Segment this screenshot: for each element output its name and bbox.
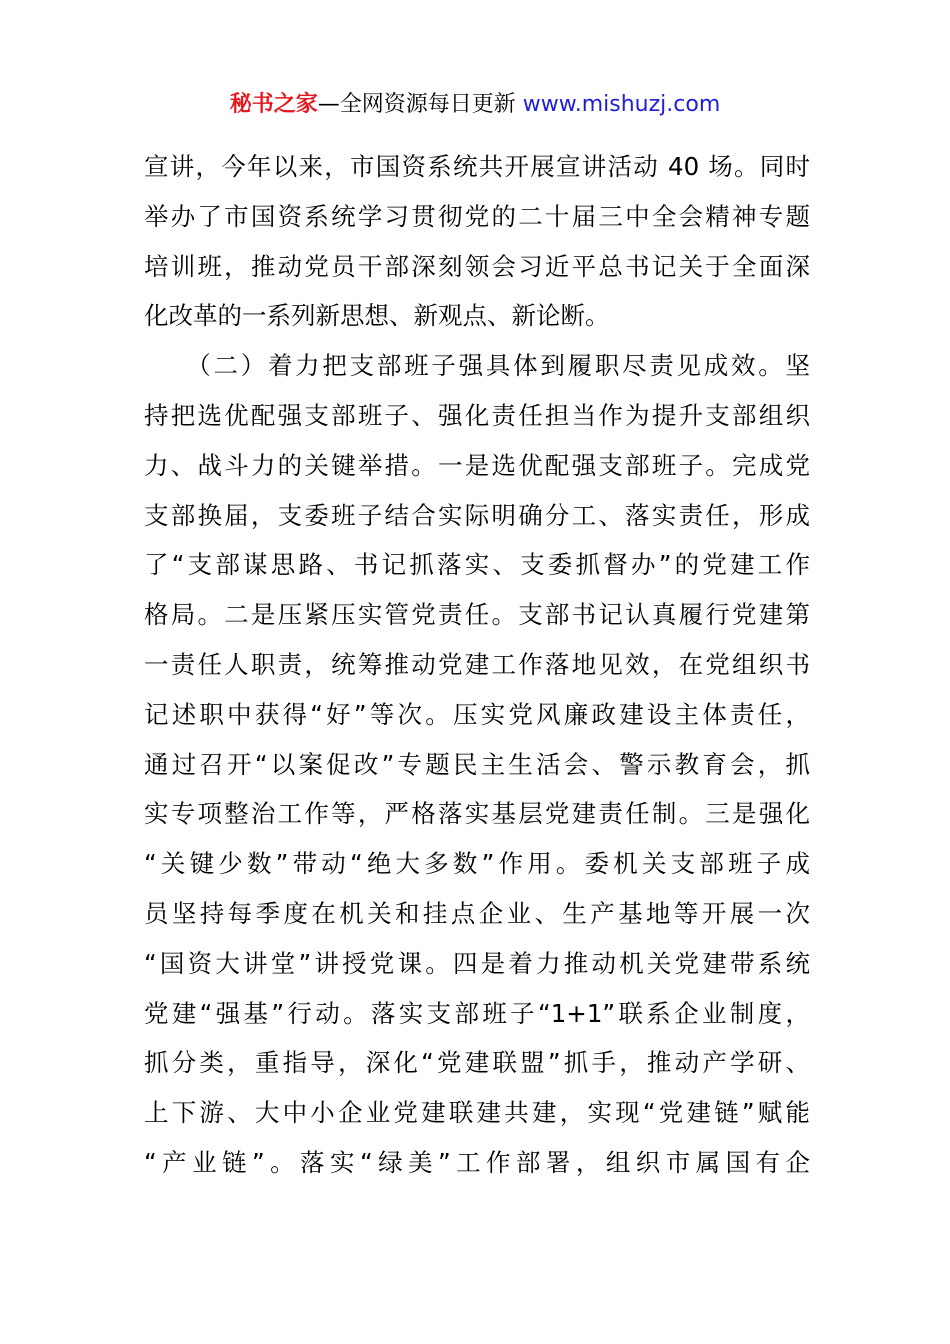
site-url[interactable]: www.mishuzj.com	[522, 92, 721, 117]
text-line: 了“支部谋思路、书记抓落实、支委抓督办”的党建工作	[144, 550, 810, 580]
text-line: 上下游、大中小企业党建联建共建，实现“党建链”赋能	[144, 1098, 810, 1128]
text-line: 宣讲，今年以来，市国资系统共开展宣讲活动 40 场。同时	[144, 152, 810, 181]
page-header	[0, 86, 950, 124]
text-line: “关键少数”带动“绝大多数”作用。委机关支部班子成	[144, 849, 810, 879]
site-tagline: —全网资源每日更新	[317, 92, 523, 117]
text-line: 抓分类，重指导，深化“党建联盟”抓手，推动产学研、	[144, 1048, 810, 1078]
text-line: 党建“强基”行动。落实支部班子“1+1”联系企业制度，	[144, 998, 810, 1028]
text-line: 一责任人职责，统筹推动党建工作落地见效，在党组织书	[144, 649, 810, 679]
text-line: 员坚持每季度在机关和挂点企业、生产基地等开展一次	[144, 898, 810, 928]
text-line: （二）着力把支部班子强具体到履职尽责见成效。坚	[144, 351, 810, 381]
text-line: 培训班，推动党员干部深刻领会习近平总书记关于全面深	[144, 251, 810, 281]
text-line: 支部换届，支委班子结合实际明确分工、落实责任，形成	[144, 500, 810, 530]
text-line: 化改革的一系列新思想、新观点、新论断。	[144, 301, 610, 331]
text-line: 实专项整治工作等，严格落实基层党建责任制。三是强化	[144, 799, 810, 829]
text-line: 记述职中获得“好”等次。压实党风廉政建设主体责任，	[144, 699, 810, 729]
document-body	[144, 142, 810, 1188]
text-line: 力、战斗力的关键举措。一是选优配强支部班子。完成党	[144, 450, 810, 480]
site-brand: 秘书之家	[229, 92, 318, 117]
text-line: 格局。二是压紧压实管党责任。支部书记认真履行党建第	[144, 600, 810, 630]
text-line: 持把选优配强支部班子、强化责任担当作为提升支部组织	[144, 400, 810, 430]
text-line: 通过召开“以案促改”专题民主生活会、警示教育会，抓	[144, 749, 810, 779]
text-line: 举办了市国资系统学习贯彻党的二十届三中全会精神专题	[144, 201, 810, 231]
text-line: “国资大讲堂”讲授党课。四是着力推动机关党建带系统	[144, 948, 810, 978]
text-line: “产业链”。落实“绿美”工作部署，组织市属国有企	[144, 1147, 810, 1177]
